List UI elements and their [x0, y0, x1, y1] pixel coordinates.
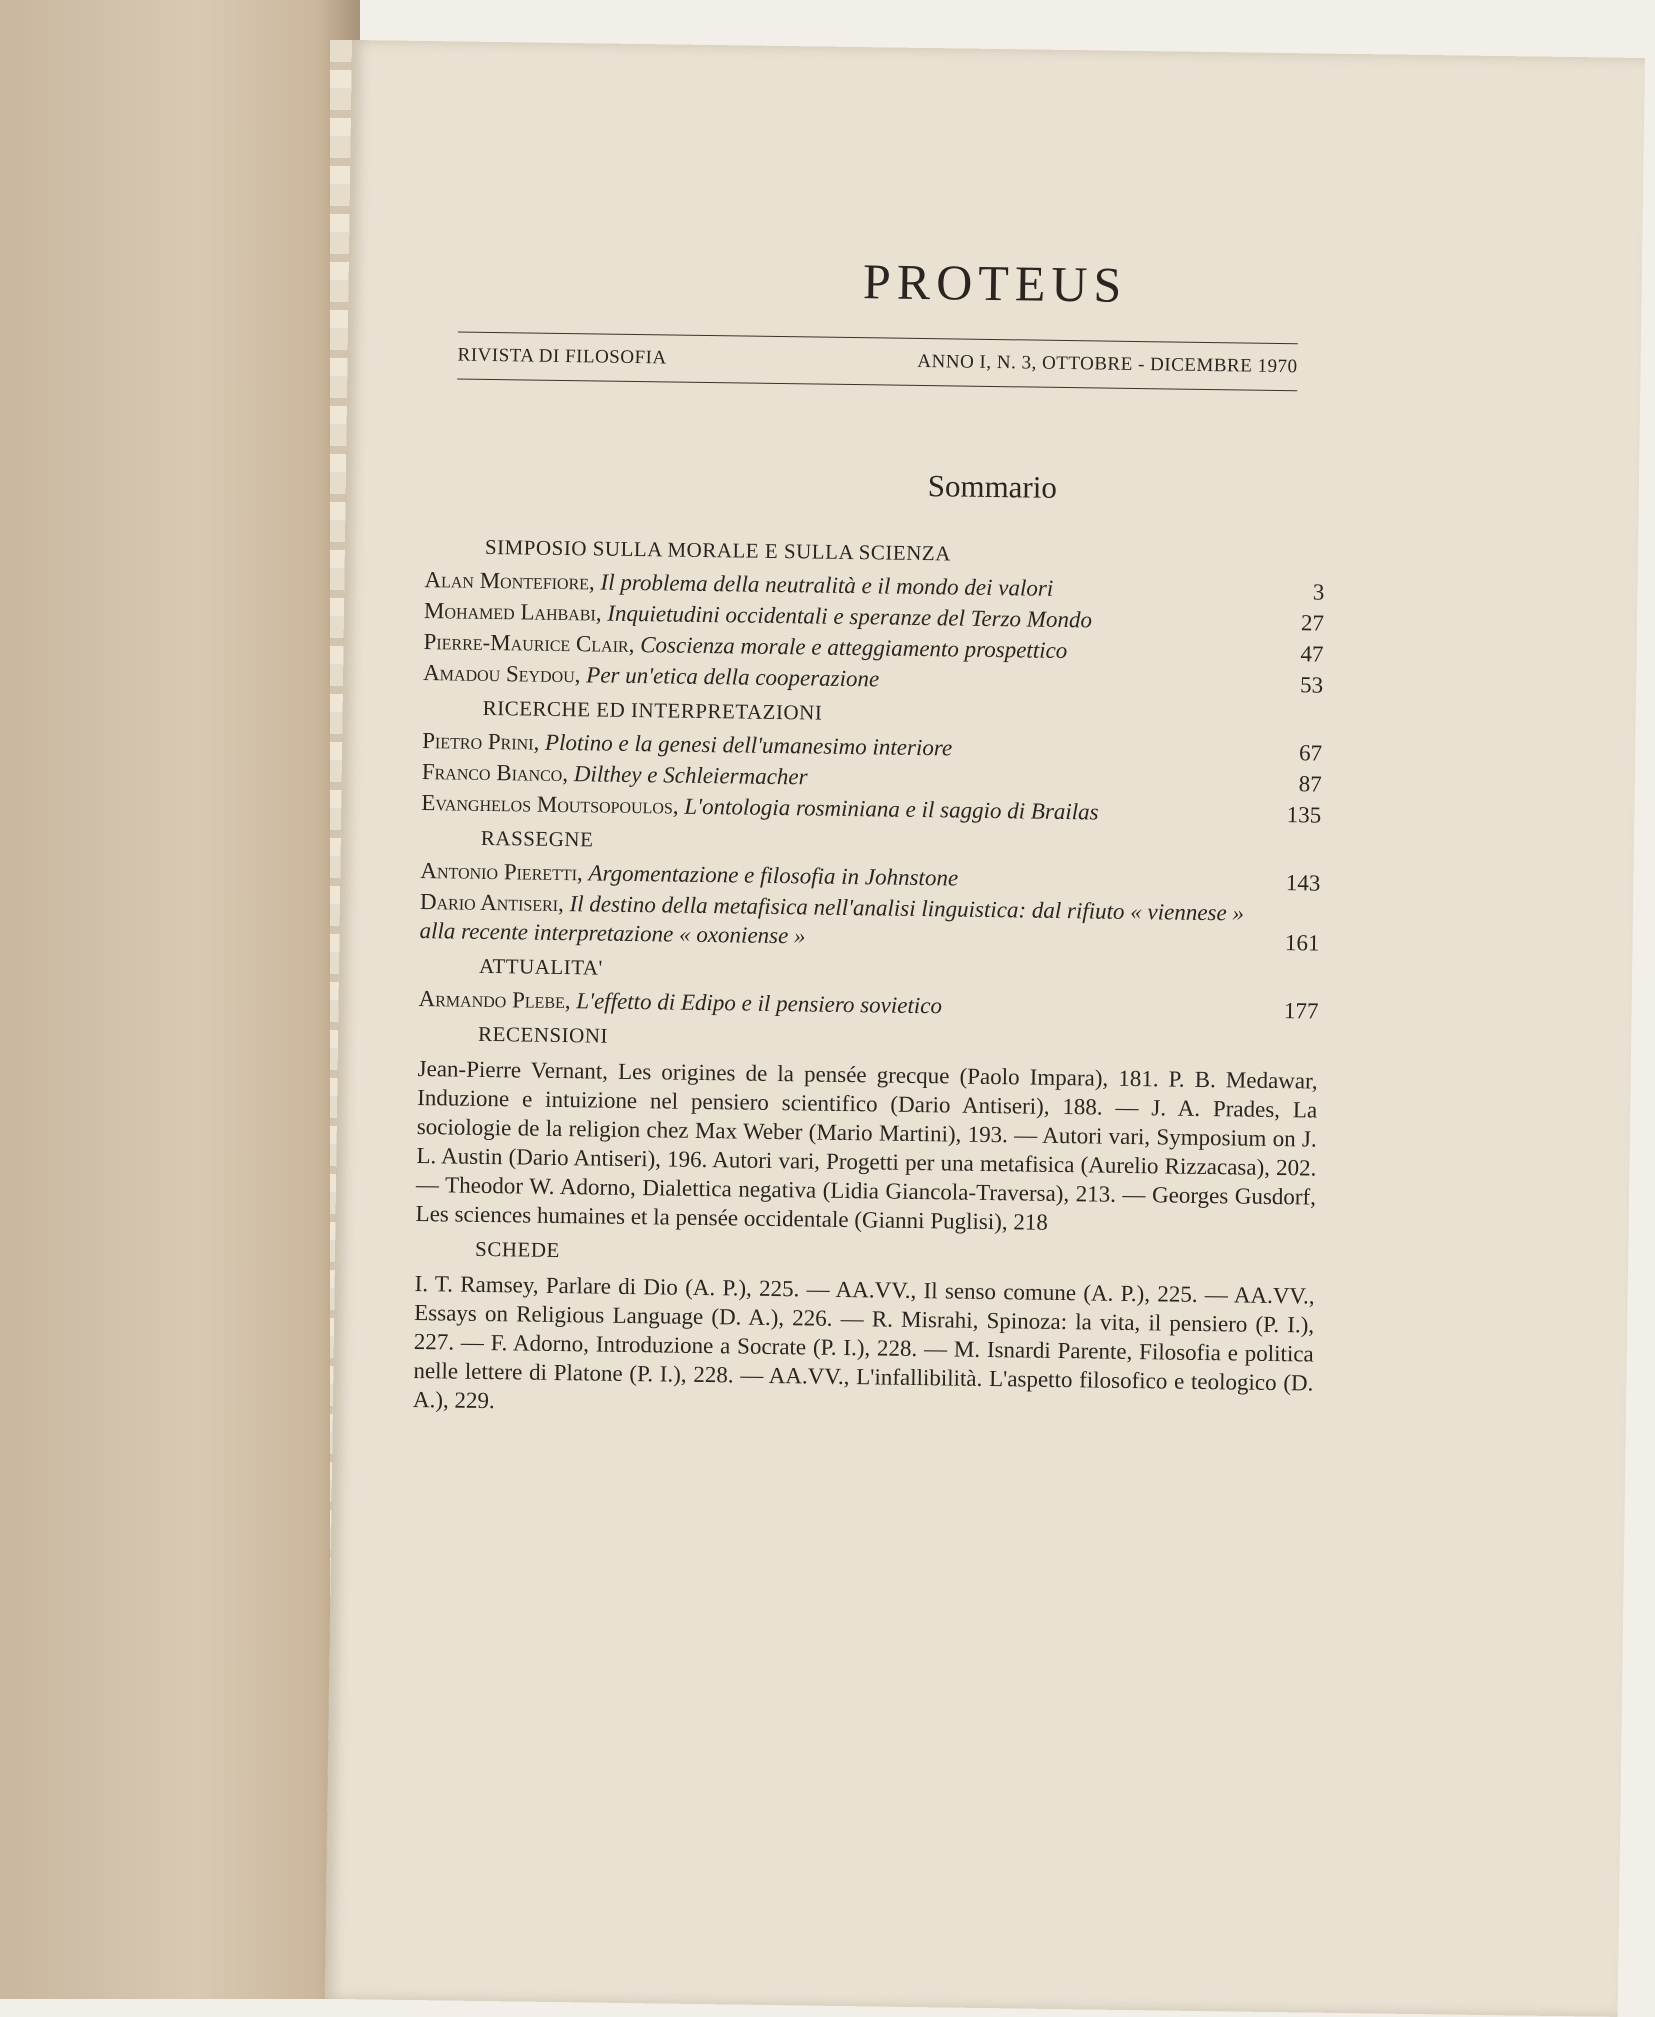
entry-work: Plotino e la genesi dell'umanesimo interiore [544, 729, 953, 761]
entry-page: 87 [1298, 771, 1322, 797]
entry-work: Il destino della metafisica nell'analisi linguistica: dal rifiuto « viennese » alla recente interpretazione « oxoniense » [419, 891, 1245, 949]
masthead [457, 332, 1298, 392]
toc-entry: Dario Antiseri, Il destino della metafisica nell'analisi linguistica: dal rifiuto « viennese » alla recente interpretazione « oxoniense » 161 [419, 889, 1320, 956]
toc-entry: Mohamed Lahbabi, Inquietudini occidentali e speranze del Terzo Mondo 27 [423, 598, 1325, 636]
entry-author: Dario Antiseri [419, 889, 559, 916]
entry-work: L'effetto di Edipo e il pensiero sovietico [576, 988, 943, 1019]
section-title: ATTUALITA' [478, 953, 603, 980]
toc-entry: Alan Montefiore, Il problema della neutralità e il mondo dei valori 3 [424, 567, 1325, 605]
entry-author: Pierre-Maurice Clair [423, 629, 629, 657]
entry-page: 135 [1286, 802, 1322, 828]
entry-work: Argomentazione e filosofia in Johnstone [588, 860, 959, 891]
entry-work: Coscienza morale e atteggiamento prospettico [640, 632, 1068, 664]
entry-work: L'ontologia rosminiana e il saggio di Brailas [684, 793, 1099, 825]
entry-author: Amadou Seydou [423, 660, 575, 688]
entry-page: 3 [1312, 579, 1325, 605]
toc-entry: Pierre-Maurice Clair, Coscienza morale e atteggiamento prospettico 47 [423, 629, 1324, 667]
toc-entry: Armando Plebe, L'effetto di Edipo e il pensiero sovietico 177 [418, 986, 1319, 1024]
entry-author: Franco Bianco [421, 759, 563, 787]
entry-page: 161 [1284, 930, 1320, 956]
entry-page: 177 [1283, 998, 1319, 1024]
reviews-paragraph: Jean-Pierre Vernant, Les origines de la pensée grecque (Paolo Impara), 181. P. B. Medawar, Induzione e intuizione nel pensiero scientifico (Dario Antiseri), 188. — J. A. Prades, La sociologie de la religion chez Max Weber (Mario Martini), 193. — Autori vari, Symposium on J. L. Austin (Dario Antiseri), 196. Autori vari, Progetti per una metafisica (Aurelio Rizzacasa), 202. — Theodor W. Adorno, Dialettica negativa (Lidia Giancola-Traversa), 213. — Georges Gusdorf, Les sciences humaines et la pensée occidentale (Gianni Puglisi), 218 [415, 1056, 1318, 1235]
entry-page: 47 [1300, 641, 1324, 667]
entry-work: Inquietudini occidentali e speranze del Terzo Mondo [607, 600, 1093, 633]
entry-work: Dilthey e Schleiermacher [573, 761, 808, 790]
entry-page: 143 [1285, 870, 1321, 896]
section-title: RASSEGNE [480, 825, 594, 852]
toc-entry: Antonio Pieretti, Argomentazione e filosofia in Johnstone 143 [420, 858, 1321, 896]
section-title: SIMPOSIO SULLA MORALE E SULLA SCIENZA [484, 534, 952, 566]
entry-page: 53 [1299, 672, 1324, 698]
section-title: RECENSIONI [477, 1021, 609, 1048]
section-title: RICERCHE ED INTERPRETAZIONI [482, 695, 823, 725]
page-left-background [0, 0, 360, 1999]
toc-entry: Pietro Prini, Plotino e la genesi dell'umanesimo interiore 67 [422, 728, 1323, 766]
entry-author: Mohamed Lahbabi [423, 598, 597, 626]
table-of-contents [413, 526, 1325, 1432]
entry-author: Armando Plebe [418, 986, 566, 1014]
notes-paragraph: I. T. Ramsey, Parlare di Dio (A. P.), 225. — AA.VV., Il senso comune (A. P.), 225. — AA.VV., Essays on Religious Language (D. A.), 226. — R. Misrahi, Spinoza: la vita, il pensiero (P. I.), 227. — F. Adorno, Introduzione a Socrate (P. I.), 228. — M. Isnardi Parente, Filosofia e politica nelle lettere di Platone (P. I.), 228. — AA.VV., L'infallibilità. L'aspetto filosofico e teologico (D. A.), 229. [412, 1270, 1315, 1414]
entry-author: Pietro Prini [422, 728, 534, 755]
contents-page [325, 40, 1645, 2017]
entry-author: Alan Montefiore [424, 567, 590, 595]
entry-author: Evanghelos Moutsopoulos [421, 790, 674, 819]
contents-heading: Sommario [927, 468, 1058, 505]
journal-subtitle: RIVISTA DI FILOSOFIA [457, 344, 667, 369]
toc-entry: Franco Bianco, Dilthey e Schleiermacher 87 [421, 759, 1322, 797]
issue-info: ANNO I, N. 3, OTTOBRE - DICEMBRE 1970 [917, 350, 1298, 378]
entry-page: 27 [1300, 610, 1325, 636]
entry-work: Per un'etica della cooperazione [586, 662, 880, 692]
toc-entry: Evanghelos Moutsopoulos, L'ontologia rosminiana e il saggio di Brailas 135 [421, 790, 1322, 828]
section-title: SCHEDE [474, 1236, 560, 1263]
entry-work: Il problema della neutralità e il mondo dei valori [600, 569, 1054, 601]
entry-page: 67 [1298, 740, 1323, 766]
toc-entry: Amadou Seydou, Per un'etica della cooperazione 53 [423, 660, 1324, 698]
journal-title: PROTEUS [862, 253, 1128, 313]
entry-author: Antonio Pieretti [420, 858, 578, 886]
